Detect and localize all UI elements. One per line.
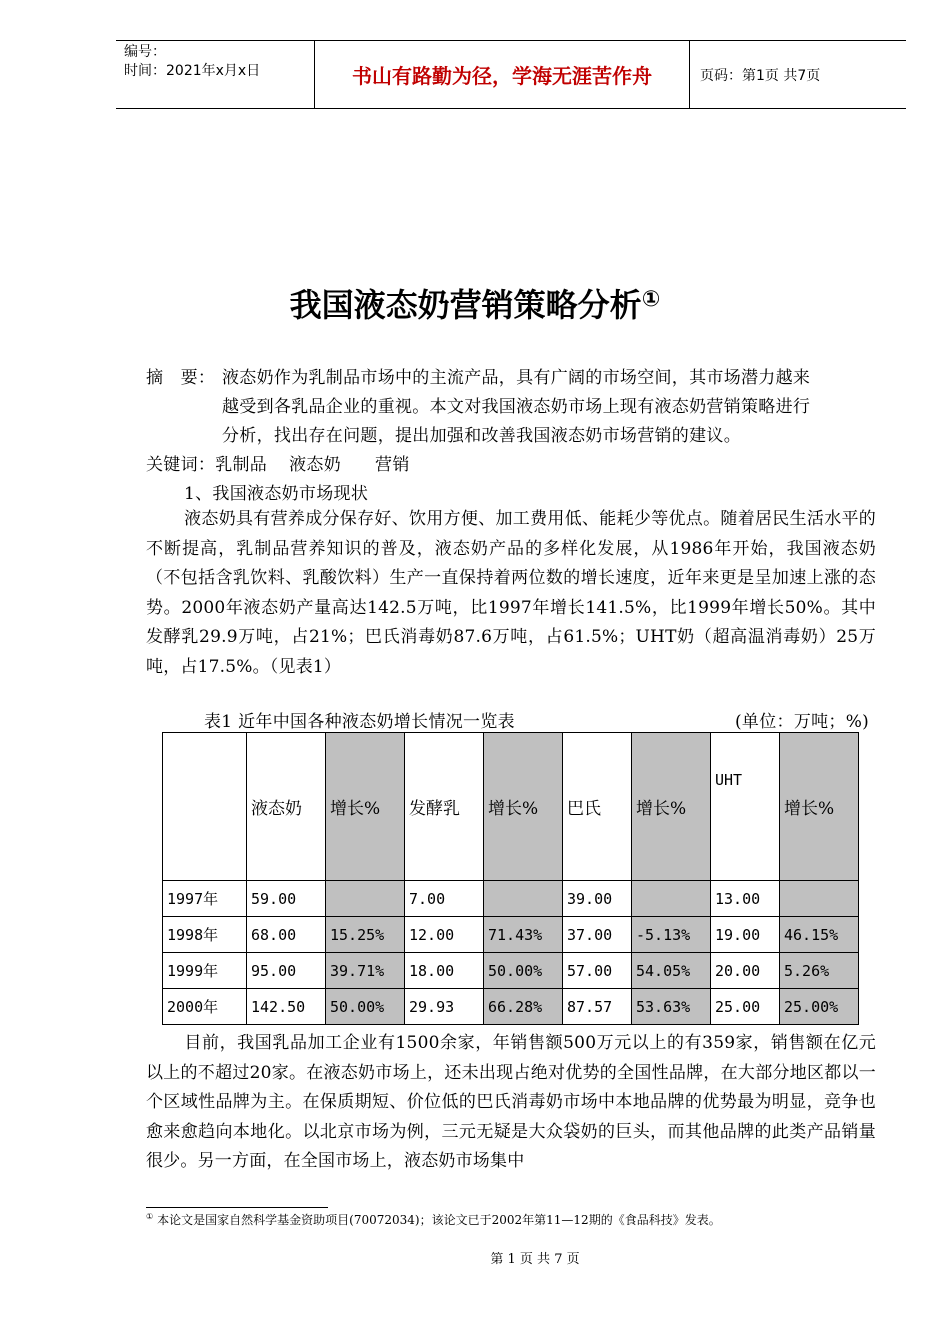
table-cell: 54.05%	[632, 953, 711, 989]
table-header-cell: UHT	[711, 733, 780, 881]
table-cell: 20.00	[711, 953, 780, 989]
number-label: 编号：	[124, 44, 166, 60]
keywords-label: 关键词：	[146, 455, 216, 475]
table-row	[163, 989, 859, 1025]
table-cell: 15.25%	[326, 917, 405, 953]
table-cell: 66.28%	[484, 989, 563, 1025]
keyword: 液态奶	[289, 455, 342, 475]
keywords	[146, 450, 432, 475]
footnote	[146, 1211, 721, 1228]
table-row	[163, 953, 859, 989]
table-cell: 57.00	[563, 953, 632, 989]
document-title	[0, 280, 950, 326]
keyword: 营销	[375, 455, 410, 475]
header-meta	[116, 41, 314, 108]
page-footer: 第 1 页 共 7 页	[490, 1252, 580, 1267]
table-cell: 29.93	[405, 989, 484, 1025]
table-cell	[326, 881, 405, 917]
time-label: 时间：2021年x月x日	[124, 63, 261, 79]
footnote-text: 本论文是国家自然科学基金资助项目(70072034)；该论文已于2002年第11—12期的《食品科技》发表。	[157, 1213, 721, 1227]
table-cell: 142.50	[247, 989, 326, 1025]
page-header	[116, 40, 906, 109]
table-cell: 39.00	[563, 881, 632, 917]
table-cell: 37.00	[563, 917, 632, 953]
table-header-cell: 增长%	[780, 733, 859, 881]
table-header-row	[163, 733, 859, 881]
table-cell: 1999年	[163, 953, 247, 989]
table-cell: 25.00	[711, 989, 780, 1025]
table-cell: 12.00	[405, 917, 484, 953]
table-cell: 13.00	[711, 881, 780, 917]
table-cell: 50.00%	[326, 989, 405, 1025]
table-cell: 18.00	[405, 953, 484, 989]
table-cell: 25.00%	[780, 989, 859, 1025]
table-cell	[484, 881, 563, 917]
abstract-line: 液态奶作为乳制品市场中的主流产品，具有广阔的市场空间，其市场潜力越来	[222, 368, 811, 388]
keyword: 乳制品	[215, 455, 268, 475]
table-cell: 2000年	[163, 989, 247, 1025]
table-cell	[780, 881, 859, 917]
header-page-info: 页码：第1页 共7页	[700, 67, 821, 84]
footnote-rule	[146, 1207, 328, 1208]
table-caption: 表1 近年中国各种液态奶增长情况一览表	[204, 712, 515, 732]
paragraph-text: 目前，我国乳品加工企业有1500余家，年销售额500万元以上的有359家，销售额在亿元以上的不超过20家。在液态奶市场上，还未出现占绝对优势的全国性品牌，在大部分地区都以一个区域性品牌为主。在保质期短、价位低的巴氏消毒奶市场中本地品牌的优势最为明显，竞争也愈来愈趋向本地化。以北京市场为例，三元无疑是大众袋奶的巨头，而其他品牌的此类产品销量很少。另一方面，在全国市场上，液态奶市场集中	[146, 1033, 876, 1171]
table-cell: 19.00	[711, 917, 780, 953]
table-header-cell: 液态奶	[247, 733, 326, 881]
table-header-cell: 增长%	[326, 733, 405, 881]
table-row	[163, 881, 859, 917]
table-cell: 50.00%	[484, 953, 563, 989]
table-unit: (单位：万吨；%)	[735, 712, 870, 732]
table-cell: 87.57	[563, 989, 632, 1025]
abstract-line: 越受到各乳品企业的重视。本文对我国液态奶市场上现有液态奶营销策略进行	[222, 397, 811, 417]
table-cell: 59.00	[247, 881, 326, 917]
table-cell: 1998年	[163, 917, 247, 953]
table-header-cell: 巴氏	[563, 733, 632, 881]
table-cell	[632, 881, 711, 917]
table-cell: 5.26%	[780, 953, 859, 989]
abstract-label: 摘 要：	[146, 368, 216, 388]
table-cell: 7.00	[405, 881, 484, 917]
header-motto: 书山有路勤为径，学海无涯苦作舟	[352, 64, 652, 88]
title-text: 我国液态奶营销策略分析	[289, 286, 642, 324]
table-header-cell: 增长%	[632, 733, 711, 881]
table-cell: -5.13%	[632, 917, 711, 953]
title-footnote-mark: ①	[641, 287, 661, 312]
table-header-cell	[163, 733, 247, 881]
paragraph	[146, 1029, 876, 1177]
paragraph-text: 液态奶具有营养成分保存好、饮用方便、加工费用低、能耗少等优点。随着居民生活水平的不断提高，乳制品营养知识的普及，液态奶产品的多样化发展，从1986年开始，我国液态奶（不包括含乳饮料、乳酸饮料）生产一直保持着两位数的增长速度，近年来更是呈加速上涨的态势。2000年液态奶产量高达142.5万吨，比1997年增长141.5%，比1999年增长50%。其中发酵乳29.9万吨，占21%；巴氏消毒奶87.6万吨，占61.5%；UHT奶（超高温消毒奶）25万吨，占17.5%。（见表1）	[146, 509, 876, 677]
table-cell: 53.63%	[632, 989, 711, 1025]
table-header-cell: 增长%	[484, 733, 563, 881]
section-heading: 1、我国液态奶市场现状	[184, 484, 369, 504]
table-row	[163, 917, 859, 953]
table-cell: 39.71%	[326, 953, 405, 989]
table-header-cell: 发酵乳	[405, 733, 484, 881]
table-cell: 95.00	[247, 953, 326, 989]
data-table	[162, 732, 859, 1025]
table-cell: 68.00	[247, 917, 326, 953]
abstract-line: 分析，找出存在问题，提出加强和改善我国液态奶市场营销的建议。	[222, 426, 741, 446]
table-cell: 1997年	[163, 881, 247, 917]
table-cell: 46.15%	[780, 917, 859, 953]
footnote-mark: ①	[146, 1212, 154, 1221]
paragraph	[146, 505, 876, 682]
table-cell: 71.43%	[484, 917, 563, 953]
